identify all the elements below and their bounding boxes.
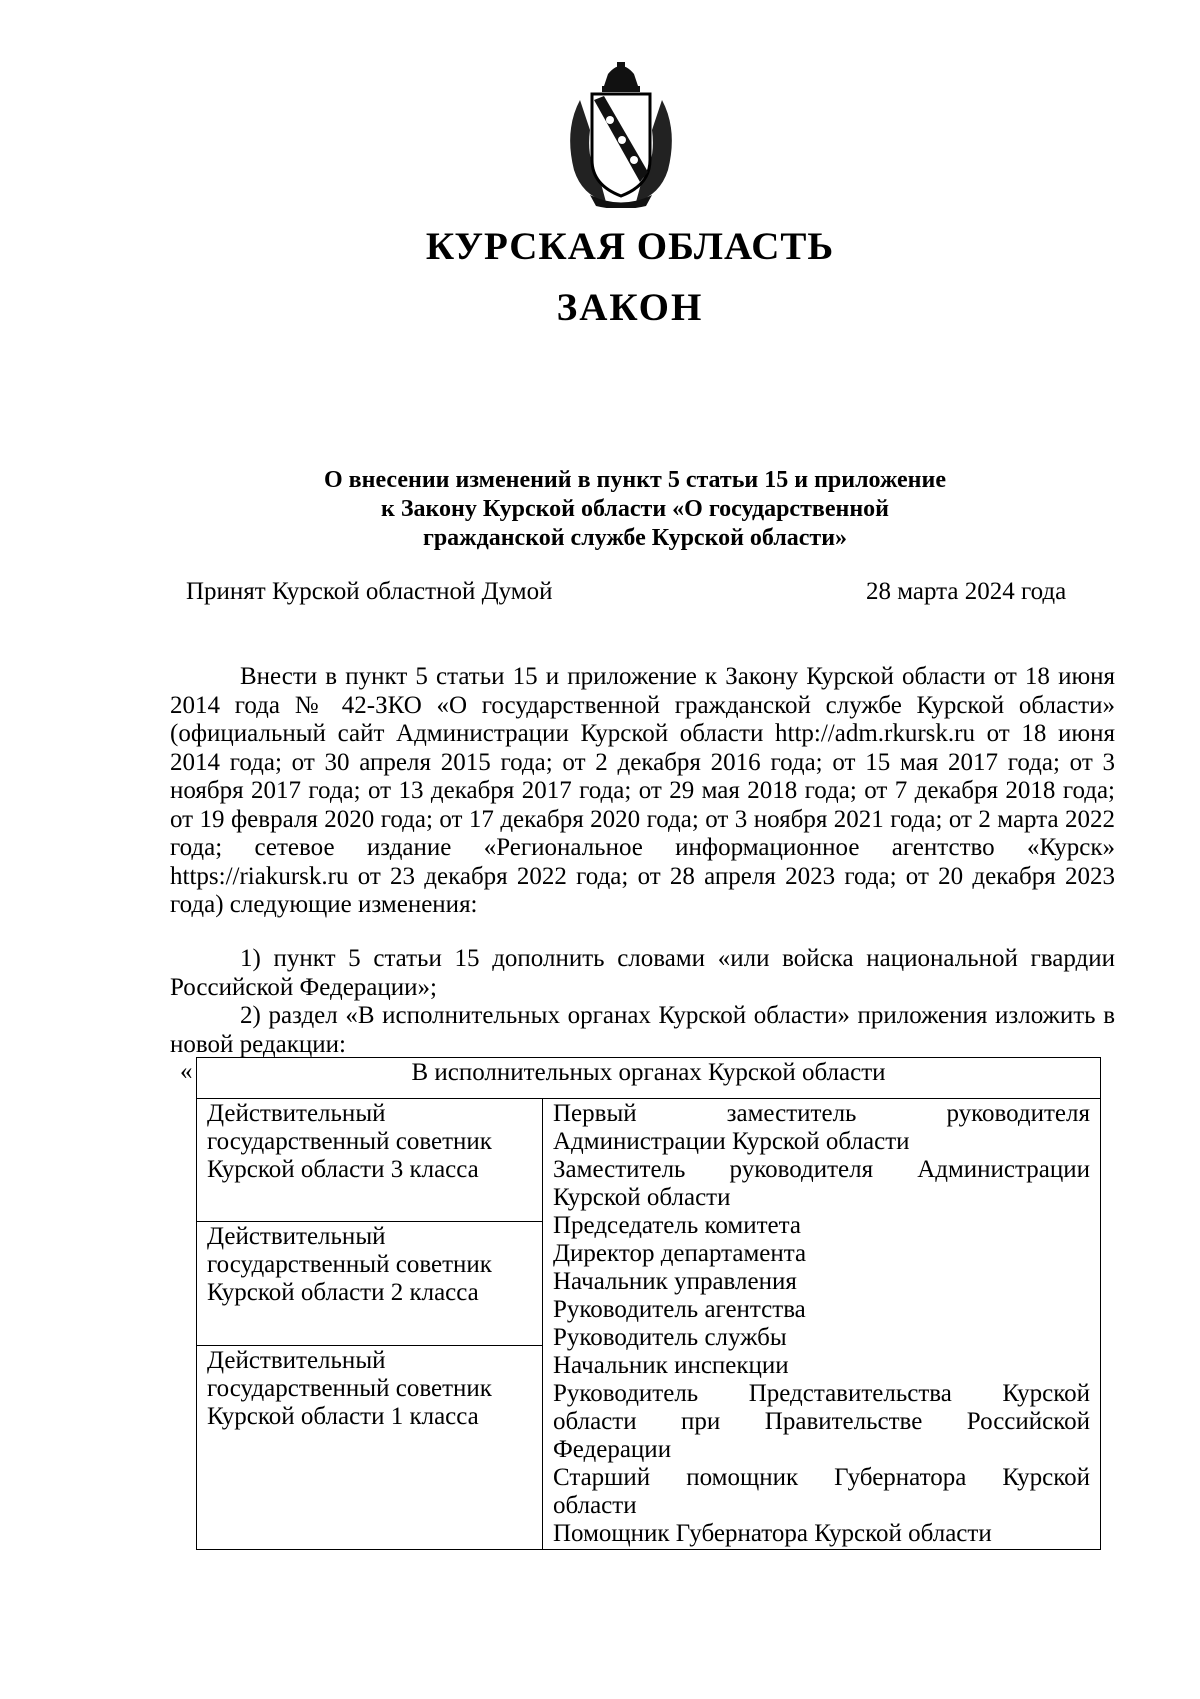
position-item: Старший помощник Губернатора Курской области bbox=[553, 1464, 1090, 1519]
amendment-item-2 bbox=[170, 1002, 1115, 1059]
position-item: Начальник инспекции bbox=[553, 1352, 789, 1379]
law-title-line: к Закону Курской области «О государственной bbox=[381, 496, 889, 522]
law-title-line: О внесении изменений в пункт 5 статьи 15 и приложение bbox=[324, 467, 946, 493]
amendment-item-1 bbox=[170, 945, 1115, 1002]
law-title-line: гражданской службе Курской области» bbox=[422, 525, 848, 551]
amendment-item-1-text: 1) пункт 5 статьи 15 дополнить словами «или войска национальной гвардии Российской Федерации»; bbox=[170, 945, 1115, 1001]
adopted-date: 28 марта 2024 года bbox=[866, 578, 1067, 605]
table-header: В исполнительных органах Курской области bbox=[197, 1058, 1101, 1099]
region-heading: КУРСКАЯ ОБЛАСТЬ bbox=[425, 225, 835, 268]
position-item: Начальник управления bbox=[553, 1268, 797, 1295]
ranks-table bbox=[196, 1057, 1101, 1550]
intro-text: Внести в пункт 5 статьи 15 и приложение к Закону Курской области от 18 июня 2014 года № 42-ЗКО «О государственной гражданской службе Курской области» (официальный сайт Администрации Курской области http://adm.rkursk.ru от 18 июня 2014 года; от 30 апреля 2015 года; от 2 декабря 2016 года; от 15 мая 2017 года; от 3 ноября 2017 года; от 13 декабря 2017 года; от 29 мая 2018 года; от 7 декабря 2018 года; от 19 февраля 2020 года; от 17 декабря 2020 года; от 3 ноября 2021 года; от 2 марта 2022 года; сетевое издание «Региональное информационное агентство «Курск» https://riakursk.ru от 23 декабря 2022 года; от 28 апреля 2023 года; от 20 декабря 2023 года) следующие изменения: bbox=[170, 663, 1115, 918]
document-type-heading: ЗАКОН bbox=[556, 286, 704, 329]
rank-cell: Действительный государственный советник Курской области 3 класса bbox=[197, 1099, 543, 1222]
position-item: Руководитель службы bbox=[553, 1324, 787, 1351]
position-item: Директор департамента bbox=[553, 1240, 807, 1267]
position-item: Председатель комитета bbox=[553, 1212, 801, 1239]
position-item: Заместитель руководителя Администрации Курской области bbox=[553, 1156, 1090, 1211]
intro-paragraph bbox=[170, 663, 1115, 920]
position-item: Помощник Губернатора Курской области bbox=[553, 1520, 992, 1547]
adopted-by: Принят Курской областной Думой bbox=[186, 578, 553, 605]
positions-cell bbox=[543, 1099, 1101, 1550]
position-item: Первый заместитель руководителя Администрации Курской области bbox=[553, 1100, 1090, 1155]
amendment-item-2-text: 2) раздел «В исполнительных органах Курской области» приложения изложить в новой редакции: bbox=[170, 1002, 1115, 1058]
coat-of-arms-icon bbox=[560, 60, 682, 208]
rank-cell: Действительный государственный советник Курской области 2 класса bbox=[197, 1222, 543, 1345]
opening-quote: « bbox=[180, 1058, 193, 1085]
law-title bbox=[240, 466, 1030, 553]
position-item: Руководитель агентства bbox=[553, 1296, 806, 1323]
position-item: Руководитель Представительства Курской области при Правительстве Российской Федерации bbox=[553, 1380, 1090, 1463]
rank-cell: Действительный государственный советник Курской области 1 класса bbox=[197, 1345, 543, 1549]
